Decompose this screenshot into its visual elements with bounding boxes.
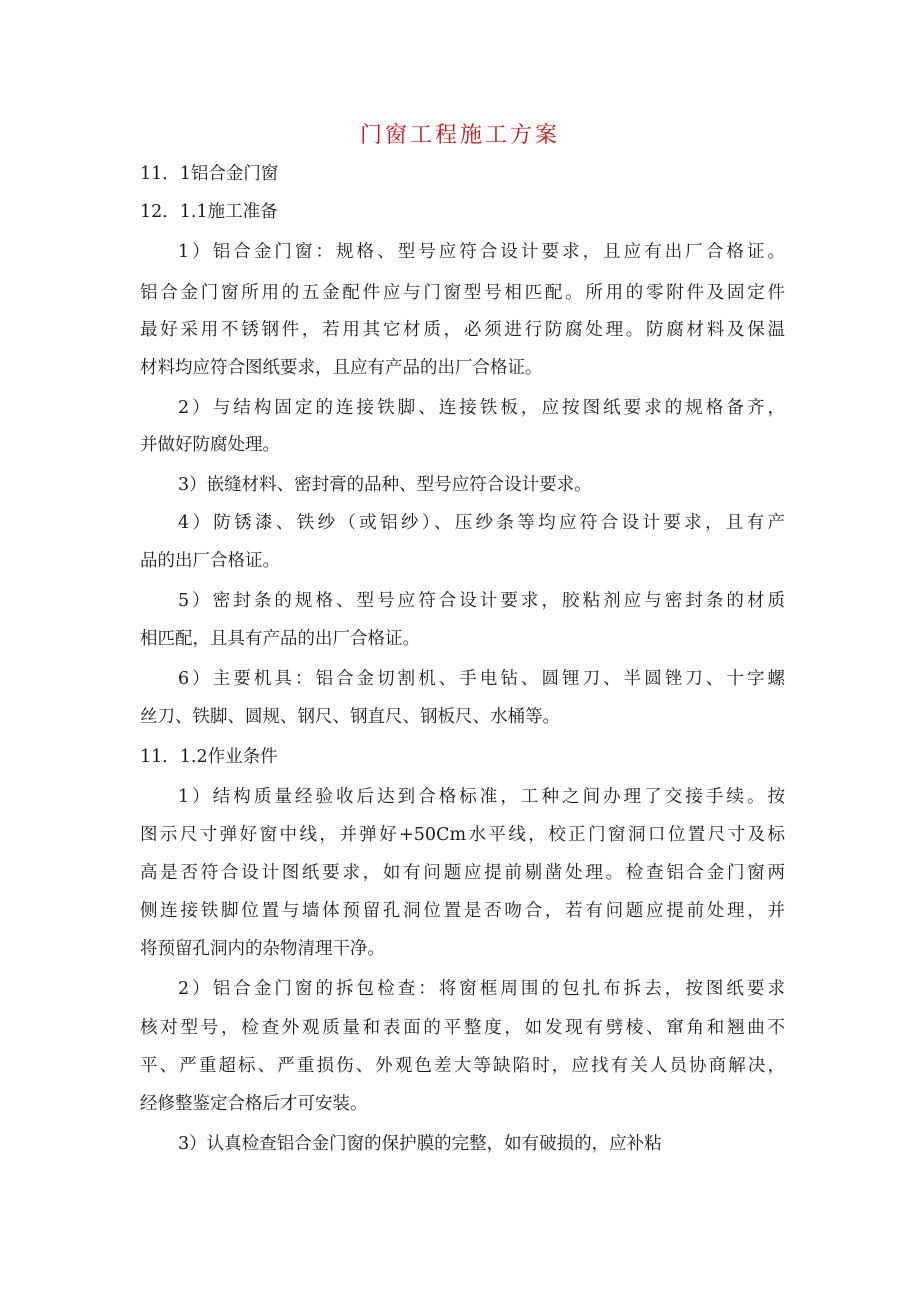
page-title: 门窗工程施工方案 <box>359 123 560 148</box>
cond-item-1-line-5: 将预留孔洞内的杂物清理干净。 <box>140 939 385 959</box>
prep-item-2-line-1: 2）与结构固定的连接铁脚、连接铁板，应按图纸要求的规格备齐， <box>178 398 785 418</box>
prep-item-1-line-1: 1）铝合金门窗：规格、型号应符合设计要求，且应有出厂合格证。 <box>178 242 785 262</box>
prep-item-5-line-2: 相匹配，且具有产品的出厂合格证。 <box>140 629 420 649</box>
prep-item-1-line-4: 材料均应符合图纸要求，且应有产品的出厂合格证。 <box>140 358 543 378</box>
cond-item-3-line-1: 3）认真检查铝合金门窗的保护膜的完整，如有破损的，应补粘 <box>178 1134 662 1154</box>
prep-item-3-line-1: 3）嵌缝材料、密封膏的品种、型号应符合设计要求。 <box>178 475 592 495</box>
prep-item-1-line-2: 铝合金门窗所用的五金配件应与门窗型号相匹配。所用的零附件及固定件 <box>140 283 785 303</box>
prep-item-4-line-1: 4）防锈漆、铁纱（或铝纱）、压纱条等均应符合设计要求，且有产 <box>178 513 785 533</box>
cond-item-2-line-1: 2）铝合金门窗的拆包检查：将窗框周围的包扎布拆去，按图纸要求 <box>178 979 785 999</box>
cond-item-1-line-4: 侧连接铁脚位置与墙体预留孔洞位置是否吻合，若有问题应提前处理，并 <box>140 901 785 921</box>
section-heading-work-conditions: 11．1.2作业条件 <box>140 747 278 767</box>
prep-item-1-line-3: 最好采用不锈钢件，若用其它材质，必须进行防腐处理。防腐材料及保温 <box>140 320 785 340</box>
prep-item-6-line-2: 丝刀、铁脚、圆规、钢尺、钢直尺、钢板尺、水桶等。 <box>140 707 560 727</box>
prep-item-6-line-1: 6）主要机具：铝合金切割机、手电钻、圆锂刀、半圆锉刀、十字螺 <box>178 669 785 689</box>
cond-item-1-line-3: 高是否符合设计图纸要求，如有问题应提前剔凿处理。检查铝合金门窗两 <box>140 863 785 883</box>
prep-item-2-line-2: 并做好防腐处理。 <box>140 435 280 455</box>
cond-item-1-line-1: 1）结构质量经验收后达到合格标准，工种之间办理了交接手续。按 <box>178 787 785 807</box>
prep-item-4-line-2: 品的出厂合格证。 <box>140 551 280 571</box>
section-heading-preparation: 12．1.1施工准备 <box>140 202 278 222</box>
prep-item-5-line-1: 5）密封条的规格、型号应符合设计要求，胶粘剂应与密封条的材质 <box>178 591 785 611</box>
cond-item-2-line-3: 平、严重超标、严重损伤、外观色差大等缺陷时，应找有关人员协商解决， <box>140 1056 785 1076</box>
section-heading-aluminum-doors: 11．1铝合金门窗 <box>140 164 279 184</box>
cond-item-1-line-2: 图示尺寸弹好窗中线，并弹好+50Cm水平线，校正门窗洞口位置尺寸及标 <box>140 825 785 845</box>
cond-item-2-line-2: 核对型号，检查外观质量和表面的平整度，如发现有劈棱、窜角和翘曲不 <box>140 1018 785 1038</box>
cond-item-2-line-4: 经修整鉴定合格后才可安装。 <box>140 1094 368 1114</box>
